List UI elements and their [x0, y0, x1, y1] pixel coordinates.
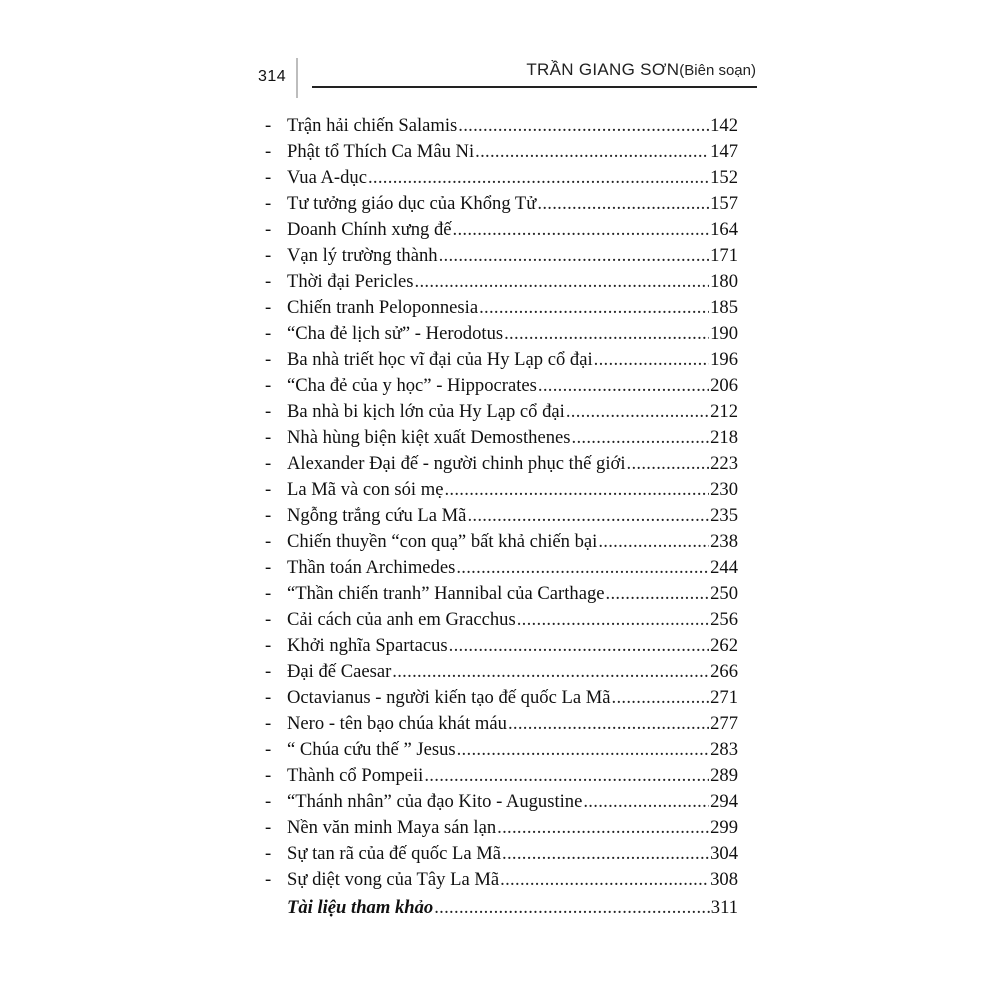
toc-page-number: 230: [710, 479, 738, 500]
toc-bullet: -: [265, 323, 272, 344]
toc-dot-leader: [457, 737, 710, 763]
toc-entry: [265, 581, 738, 607]
toc-dot-leader: [475, 139, 709, 165]
toc-dot-leader: [368, 165, 709, 191]
toc-bullet: -: [265, 115, 272, 136]
toc-bullet: -: [265, 219, 272, 240]
toc-title: Trận hải chiến Salamis: [287, 115, 458, 136]
toc-page-number: 304: [710, 843, 738, 864]
toc-dot-leader: [566, 399, 709, 425]
toc-bullet: -: [265, 609, 272, 630]
toc-page-number: 180: [710, 271, 738, 292]
toc-title: Chiến tranh Peloponnesia: [287, 297, 479, 318]
toc-dot-leader: [504, 321, 709, 347]
toc-title: Chiến thuyền “con quạ” bất khả chiến bại: [287, 531, 598, 552]
toc-title: Octavianus - người kiến tạo đế quốc La Mã: [287, 687, 611, 708]
toc-title: Cải cách của anh em Gracchus: [287, 609, 516, 630]
toc-bullet: -: [265, 687, 272, 708]
toc-entry: [265, 425, 738, 451]
toc-bullet: -: [265, 817, 272, 838]
toc-page-number: 262: [710, 635, 738, 656]
toc-title: “Cha đẻ của y học” - Hippocrates: [287, 375, 537, 396]
toc-page-number: 147: [710, 141, 738, 162]
toc-title: Vạn lý trường thành: [287, 245, 438, 266]
toc-entry: [265, 295, 738, 321]
toc-bullet: -: [265, 531, 272, 552]
toc-entry: [265, 685, 738, 711]
toc-entry: [265, 399, 738, 425]
header-rule: [312, 86, 757, 88]
author-role: (Biên soạn): [679, 62, 756, 79]
toc-entry: [265, 737, 738, 763]
toc-title: Tài liệu tham khảo: [287, 897, 434, 918]
toc-page-number: 294: [710, 791, 738, 812]
toc-dot-leader: [583, 789, 709, 815]
toc-entry: [265, 347, 738, 373]
toc-page-number: 283: [710, 739, 738, 760]
toc-page-number: 311: [710, 897, 738, 918]
toc-title: Alexander Đại đế - người chinh phục thế giới: [287, 453, 626, 474]
toc-entry: [265, 165, 738, 191]
toc-page-number: 212: [710, 401, 738, 422]
toc-dot-leader: [467, 503, 709, 529]
toc-bullet: -: [265, 479, 272, 500]
toc-title: “ Chúa cứu thế ” Jesus: [287, 739, 456, 760]
toc-bullet: -: [265, 297, 272, 318]
toc-dot-leader: [606, 581, 710, 607]
toc-title: Vua A-dục: [287, 167, 367, 188]
toc-bullet: -: [265, 713, 272, 734]
author-name: TRẦN GIANG SƠN: [526, 60, 680, 79]
toc-dot-leader: [502, 841, 709, 867]
toc-bullet: -: [265, 141, 272, 162]
toc-page-number: 271: [710, 687, 738, 708]
toc-dot-leader: [508, 711, 709, 737]
toc-page-number: 152: [710, 167, 738, 188]
toc-page-number: 157: [710, 193, 738, 214]
toc-entry: [265, 243, 738, 269]
toc-entry: [265, 789, 738, 815]
toc-entry: [265, 321, 738, 347]
toc-entry: [265, 815, 738, 841]
toc-dot-leader: [449, 633, 709, 659]
toc-page-number: 142: [710, 115, 738, 136]
toc-page-number: 164: [710, 219, 738, 240]
toc-page-number: 196: [710, 349, 738, 370]
toc-entry: [265, 841, 738, 867]
toc-title: Nền văn minh Maya sán lạn: [287, 817, 497, 838]
toc-entry: [265, 711, 738, 737]
toc-page-number: 299: [710, 817, 738, 838]
toc-page-number: 256: [710, 609, 738, 630]
toc-entry: [265, 529, 738, 555]
toc-bullet: -: [265, 557, 272, 578]
toc-entry: [265, 477, 738, 503]
toc-bullet: -: [265, 583, 272, 604]
toc-dot-leader: [612, 685, 710, 711]
toc-entry: [265, 191, 738, 217]
toc-title: Sự tan rã của đế quốc La Mã: [287, 843, 502, 864]
page-number: 314: [258, 68, 287, 85]
toc-entry: [265, 867, 738, 893]
toc-bullet: -: [265, 791, 272, 812]
toc-entry: [265, 633, 738, 659]
toc-page-number: 250: [710, 583, 738, 604]
toc-bullet: -: [265, 453, 272, 474]
header-vertical-rule: [296, 58, 298, 98]
toc-bullet: -: [265, 869, 272, 890]
running-header: [526, 60, 756, 80]
toc-dot-leader: [500, 867, 709, 893]
toc-page-number: 244: [710, 557, 738, 578]
toc-title: Thời đại Pericles: [287, 271, 414, 292]
toc-entry: [265, 373, 738, 399]
toc-bullet: -: [265, 505, 272, 526]
toc-entry: [265, 269, 738, 295]
toc-dot-leader: [456, 555, 709, 581]
toc-dot-leader: [517, 607, 709, 633]
table-of-contents: [265, 113, 738, 921]
toc-dot-leader: [479, 295, 709, 321]
toc-page-number: 289: [710, 765, 738, 786]
toc-entry: [265, 607, 738, 633]
toc-bullet: -: [265, 661, 272, 682]
toc-entry: [265, 139, 738, 165]
toc-title: Doanh Chính xưng đế: [287, 219, 452, 240]
toc-dot-leader: [537, 191, 709, 217]
toc-bullet: -: [265, 349, 272, 370]
toc-page-number: 238: [710, 531, 738, 552]
toc-page-number: 171: [710, 245, 738, 266]
toc-title: Thần toán Archimedes: [287, 557, 456, 578]
toc-title: Khởi nghĩa Spartacus: [287, 635, 448, 656]
toc-entry: [265, 113, 738, 139]
toc-title: Đại đế Caesar: [287, 661, 392, 682]
toc-bullet: -: [265, 375, 272, 396]
toc-page-number: 206: [710, 375, 738, 396]
toc-entry: [265, 659, 738, 685]
toc-page-number: 185: [710, 297, 738, 318]
toc-bullet: -: [265, 427, 272, 448]
toc-entry: [265, 763, 738, 789]
toc-dot-leader: [444, 477, 709, 503]
toc-bullet: -: [265, 193, 272, 214]
toc-dot-leader: [392, 659, 709, 685]
toc-title: Ngỗng trắng cứu La Mã: [287, 505, 467, 526]
toc-page-number: 223: [710, 453, 738, 474]
toc-dot-leader: [497, 815, 709, 841]
toc-title: Ba nhà triết học vĩ đại của Hy Lạp cổ đại: [287, 349, 593, 370]
toc-title: “Cha đẻ lịch sử” - Herodotus: [287, 323, 504, 344]
toc-title: Thành cổ Pompeii: [287, 765, 424, 786]
toc-page-number: 190: [710, 323, 738, 344]
toc-dot-leader: [538, 373, 709, 399]
toc-entry: [265, 217, 738, 243]
toc-title: “Thần chiến tranh” Hannibal của Carthage: [287, 583, 605, 604]
toc-title: Tư tưởng giáo dục của Khổng Tử: [287, 193, 537, 214]
toc-bullet: -: [265, 245, 272, 266]
toc-entry: [265, 555, 738, 581]
toc-bullet: -: [265, 765, 272, 786]
toc-dot-leader: [415, 269, 710, 295]
toc-dot-leader: [439, 243, 710, 269]
toc-title: La Mã và con sói mẹ: [287, 479, 444, 500]
toc-bullet: -: [265, 635, 272, 656]
toc-bullet: -: [265, 843, 272, 864]
toc-page-number: 308: [710, 869, 738, 890]
toc-dot-leader: [434, 895, 710, 921]
toc-references-entry: [265, 895, 738, 921]
toc-title: Sự diệt vong của Tây La Mã: [287, 869, 500, 890]
toc-bullet: -: [265, 167, 272, 188]
toc-dot-leader: [598, 529, 709, 555]
toc-page-number: 235: [710, 505, 738, 526]
toc-title: Phật tổ Thích Ca Mâu Ni: [287, 141, 475, 162]
toc-dot-leader: [594, 347, 709, 373]
toc-title: “Thánh nhân” của đạo Kito - Augustine: [287, 791, 583, 812]
toc-entry: [265, 503, 738, 529]
toc-dot-leader: [627, 451, 710, 477]
toc-bullet: -: [265, 739, 272, 760]
toc-dot-leader: [453, 217, 710, 243]
toc-title: Nhà hùng biện kiệt xuất Demosthenes: [287, 427, 571, 448]
toc-title: Nero - tên bạo chúa khát máu: [287, 713, 507, 734]
toc-page-number: 266: [710, 661, 738, 682]
toc-dot-leader: [458, 113, 709, 139]
toc-title: Ba nhà bi kịch lớn của Hy Lạp cổ đại: [287, 401, 565, 422]
toc-bullet: -: [265, 401, 272, 422]
toc-dot-leader: [572, 425, 710, 451]
toc-entry: [265, 451, 738, 477]
toc-dot-leader: [424, 763, 709, 789]
toc-bullet: -: [265, 271, 272, 292]
toc-page-number: 277: [710, 713, 738, 734]
toc-page-number: 218: [710, 427, 738, 448]
